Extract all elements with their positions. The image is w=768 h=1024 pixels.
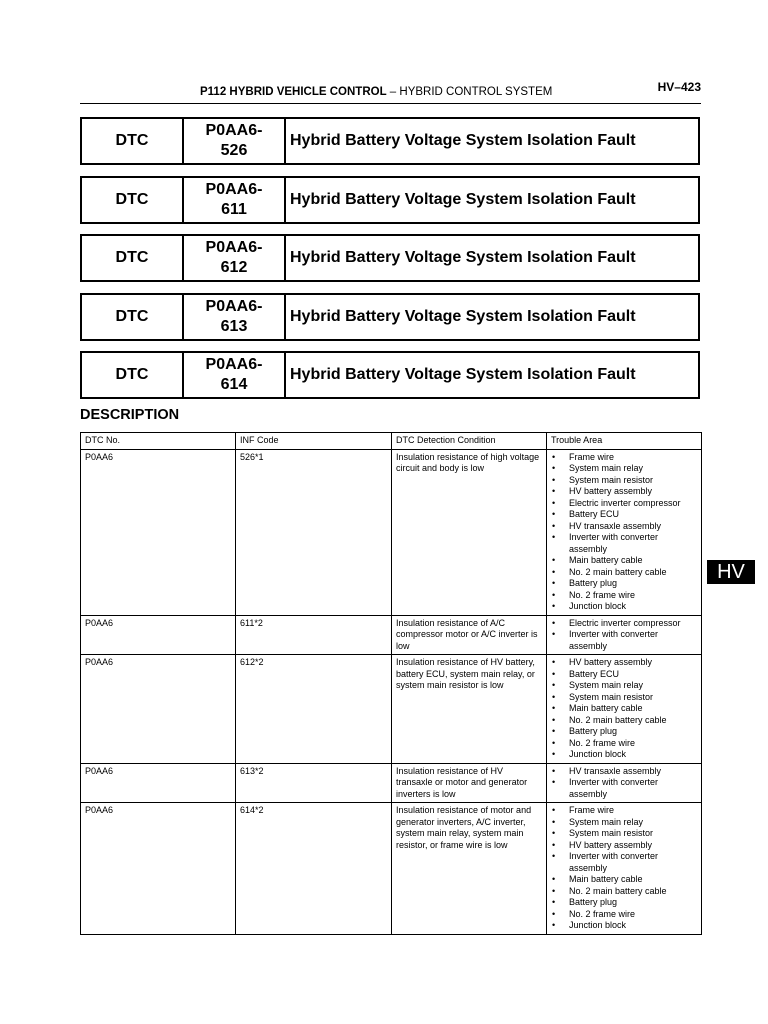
- list-item: • Inverter with converter assembly: [551, 532, 697, 555]
- condition-cell: Insulation resistance of HV battery, battery ECU, system main relay, or system main resistor is low: [392, 655, 547, 764]
- dtc-box-611: [80, 176, 700, 224]
- dtc-code-line1: P0AA6-: [205, 122, 263, 139]
- list-item: • Frame wire: [551, 805, 697, 817]
- dtc-code-line1: P0AA6-: [205, 298, 263, 315]
- dtc-title: Hybrid Battery Voltage System Isolation Fault: [290, 191, 636, 208]
- description-table: [80, 432, 702, 935]
- dtc-label: DTC: [82, 353, 184, 397]
- trouble-area-cell: [547, 449, 702, 615]
- inf-code-cell: 611*2: [236, 615, 392, 655]
- dtc-code: [184, 178, 286, 222]
- condition-cell: Insulation resistance of HV transaxle or motor and generator inverters is low: [392, 763, 547, 803]
- list-item: • HV battery assembly: [551, 657, 697, 669]
- condition-cell: Insulation resistance of motor and generator inverters, A/C inverter, system main relay, system main resistor, or frame wire is low: [392, 803, 547, 935]
- trouble-area-cell: [547, 615, 702, 655]
- dtc-code: [184, 119, 286, 163]
- list-item: • HV battery assembly: [551, 486, 697, 498]
- dtc-label: DTC: [82, 178, 184, 222]
- dtc-title: Hybrid Battery Voltage System Isolation Fault: [290, 132, 636, 149]
- condition-cell: Insulation resistance of A/C compressor motor or A/C inverter is low: [392, 615, 547, 655]
- list-item: • No. 2 frame wire: [551, 909, 697, 921]
- table-row: [81, 615, 702, 655]
- page-header: [80, 80, 701, 104]
- dtc-code-line2: 611: [221, 201, 247, 218]
- table-row: [81, 655, 702, 764]
- list-item: • Battery plug: [551, 726, 697, 738]
- list-item: • Frame wire: [551, 452, 697, 464]
- list-item: • Battery plug: [551, 578, 697, 590]
- dtc-code-line1: P0AA6-: [205, 239, 263, 256]
- list-item: • No. 2 main battery cable: [551, 886, 697, 898]
- section-tab: HV: [707, 560, 755, 584]
- inf-code-cell: 526*1: [236, 449, 392, 615]
- list-item: • HV transaxle assembly: [551, 521, 697, 533]
- dtc-cell: P0AA6: [81, 763, 236, 803]
- dtc-cell: P0AA6: [81, 615, 236, 655]
- list-item: • Main battery cable: [551, 555, 697, 567]
- dtc-box-612: [80, 234, 700, 282]
- table-row: [81, 763, 702, 803]
- table-body: [81, 449, 702, 934]
- list-item: • Main battery cable: [551, 874, 697, 886]
- list-item: • Battery ECU: [551, 509, 697, 521]
- inf-code-cell: 612*2: [236, 655, 392, 764]
- condition-cell: Insulation resistance of high voltage circuit and body is low: [392, 449, 547, 615]
- list-item: • Junction block: [551, 601, 697, 613]
- list-item: • No. 2 frame wire: [551, 738, 697, 750]
- trouble-area-list: [551, 657, 697, 761]
- list-item: • Electric inverter compressor: [551, 618, 697, 630]
- dtc-title: Hybrid Battery Voltage System Isolation Fault: [290, 366, 636, 383]
- dtc-code: [184, 236, 286, 280]
- dtc-box-526: [80, 117, 700, 165]
- section-heading: DESCRIPTION: [80, 407, 180, 423]
- list-item: • System main relay: [551, 817, 697, 829]
- trouble-area-cell: [547, 763, 702, 803]
- dtc-cell: P0AA6: [81, 655, 236, 764]
- column-header: INF Code: [236, 433, 392, 450]
- dtc-code-line2: 526: [220, 142, 248, 159]
- dtc-box-614: [80, 351, 700, 399]
- column-header: DTC No.: [81, 433, 236, 450]
- list-item: • Electric inverter compressor: [551, 498, 697, 510]
- list-item: • No. 2 frame wire: [551, 590, 697, 602]
- list-item: • Junction block: [551, 749, 697, 761]
- list-item: • System main relay: [551, 463, 697, 475]
- trouble-area-cell: [547, 803, 702, 935]
- list-item: • HV transaxle assembly: [551, 766, 697, 778]
- list-item: • Main battery cable: [551, 703, 697, 715]
- table-header-row: [81, 433, 702, 450]
- header-title: [200, 86, 552, 98]
- inf-code-cell: 614*2: [236, 803, 392, 935]
- header-title-rest: HYBRID CONTROL SYSTEM: [399, 86, 553, 98]
- trouble-area-cell: [547, 655, 702, 764]
- dtc-label: DTC: [82, 295, 184, 339]
- dtc-label: DTC: [82, 119, 184, 163]
- table-row: [81, 449, 702, 615]
- trouble-area-list: [551, 766, 697, 801]
- list-item: • Battery plug: [551, 897, 697, 909]
- list-item: • No. 2 main battery cable: [551, 715, 697, 727]
- dtc-code: [184, 353, 286, 397]
- column-header: Trouble Area: [547, 433, 702, 450]
- header-title-bold: P112 HYBRID VEHICLE CONTROL: [200, 86, 387, 98]
- list-item: • System main resistor: [551, 692, 697, 704]
- dtc-label: DTC: [82, 236, 184, 280]
- list-item: • Junction block: [551, 920, 697, 932]
- list-item: • Inverter with converter assembly: [551, 629, 697, 652]
- dtc-title: Hybrid Battery Voltage System Isolation Fault: [290, 249, 636, 266]
- table-row: [81, 803, 702, 935]
- dtc-code-line1: P0AA6-: [205, 181, 263, 198]
- dtc-code-line2: 614: [220, 376, 248, 393]
- header-title-separator: –: [389, 86, 397, 98]
- dtc-code-line2: 612: [220, 259, 248, 276]
- dtc-cell: P0AA6: [81, 449, 236, 615]
- list-item: • Battery ECU: [551, 669, 697, 681]
- dtc-title: Hybrid Battery Voltage System Isolation Fault: [290, 308, 636, 325]
- inf-code-cell: 613*2: [236, 763, 392, 803]
- dtc-cell: P0AA6: [81, 803, 236, 935]
- list-item: • System main relay: [551, 680, 697, 692]
- trouble-area-list: [551, 452, 697, 613]
- trouble-area-list: [551, 805, 697, 932]
- list-item: • System main resistor: [551, 828, 697, 840]
- list-item: • Inverter with converter assembly: [551, 851, 697, 874]
- list-item: • System main resistor: [551, 475, 697, 487]
- trouble-area-list: [551, 618, 697, 653]
- list-item: • HV battery assembly: [551, 840, 697, 852]
- list-item: • No. 2 main battery cable: [551, 567, 697, 579]
- dtc-box-613: [80, 293, 700, 341]
- page-number: HV–423: [657, 80, 701, 94]
- column-header: DTC Detection Condition: [392, 433, 547, 450]
- dtc-code: [184, 295, 286, 339]
- dtc-code-line2: 613: [220, 318, 248, 335]
- list-item: • Inverter with converter assembly: [551, 777, 697, 800]
- dtc-code-line1: P0AA6-: [205, 356, 263, 373]
